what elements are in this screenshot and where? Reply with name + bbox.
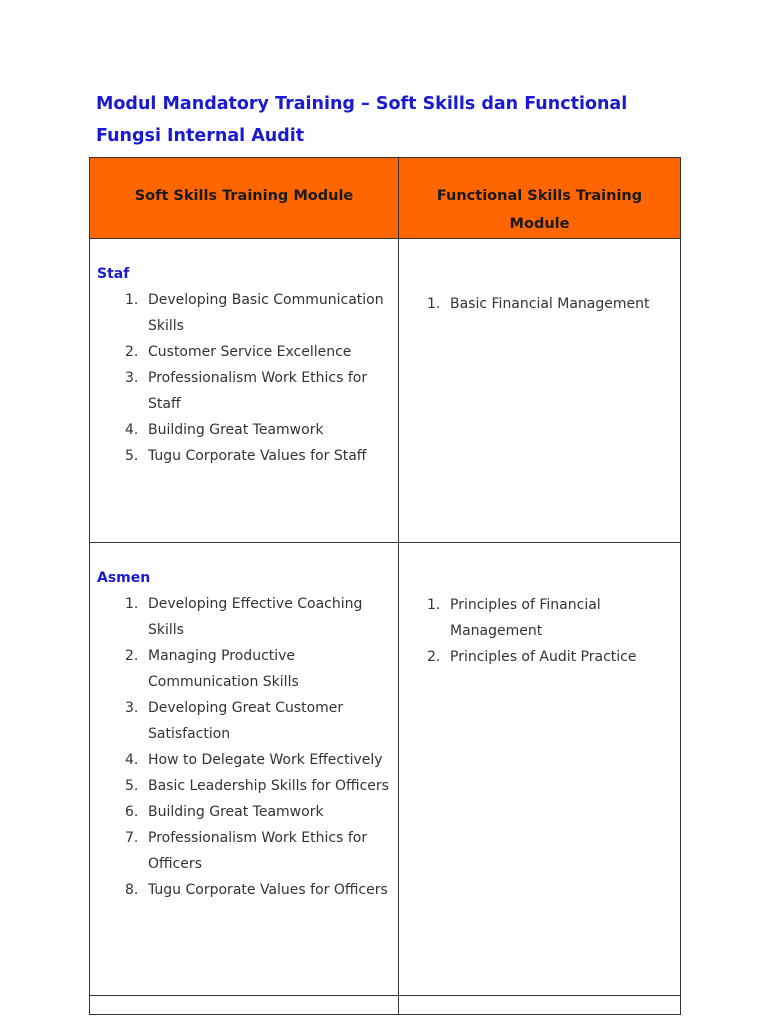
table-row-empty	[90, 996, 681, 1015]
list-item: 6. Building Great Teamwork	[125, 804, 324, 820]
header-soft-skills: Soft Skills Training Module	[90, 158, 399, 239]
list-item: 5. Tugu Corporate Values for Staff	[125, 448, 367, 464]
list-item: 3. Developing Great Customer Satisfaction	[125, 700, 344, 742]
list-item: 1. Principles of Financial Management	[427, 597, 601, 639]
table-header-row	[90, 158, 681, 239]
level-label-asmen: Asmen	[97, 570, 151, 586]
asmen-functional-list	[399, 592, 672, 670]
list-item: 8. Tugu Corporate Values for Officers	[125, 882, 388, 898]
list-item: 2. Principles of Audit Practice	[427, 649, 637, 665]
level-label-staf: Staf	[97, 266, 130, 282]
staf-functional-list	[399, 291, 672, 317]
list-item: 1. Basic Financial Management	[427, 296, 650, 312]
table-row	[90, 239, 681, 543]
list-item: 4. Building Great Teamwork	[125, 422, 324, 438]
staf-soft-cell	[90, 239, 399, 543]
document-title	[96, 88, 696, 152]
asmen-soft-cell	[90, 543, 399, 996]
staf-soft-list	[97, 287, 390, 469]
list-item: 7. Professionalism Work Ethics for Officers	[125, 830, 368, 872]
staf-functional-cell	[399, 239, 681, 543]
list-item: 3. Professionalism Work Ethics for Staff	[125, 370, 368, 412]
title-line-1: Modul Mandatory Training – Soft Skills dan Functional	[96, 94, 628, 114]
header-functional-skills: Functional Skills Training Module	[399, 158, 681, 239]
asmen-soft-list	[97, 591, 390, 903]
list-item: 1. Developing Basic Communication Skills	[125, 292, 384, 334]
list-item: 5. Basic Leadership Skills for Officers	[125, 778, 389, 794]
empty-cell	[90, 996, 399, 1015]
list-item: 4. How to Delegate Work Effectively	[125, 752, 383, 768]
training-module-table	[89, 157, 681, 1015]
empty-cell	[399, 996, 681, 1015]
table-row	[90, 543, 681, 996]
list-item: 2. Customer Service Excellence	[125, 344, 352, 360]
asmen-functional-cell	[399, 543, 681, 996]
title-line-2: Fungsi Internal Audit	[96, 126, 305, 146]
list-item: 2. Managing Productive Communication Skills	[125, 648, 299, 690]
list-item: 1. Developing Effective Coaching Skills	[125, 596, 363, 638]
